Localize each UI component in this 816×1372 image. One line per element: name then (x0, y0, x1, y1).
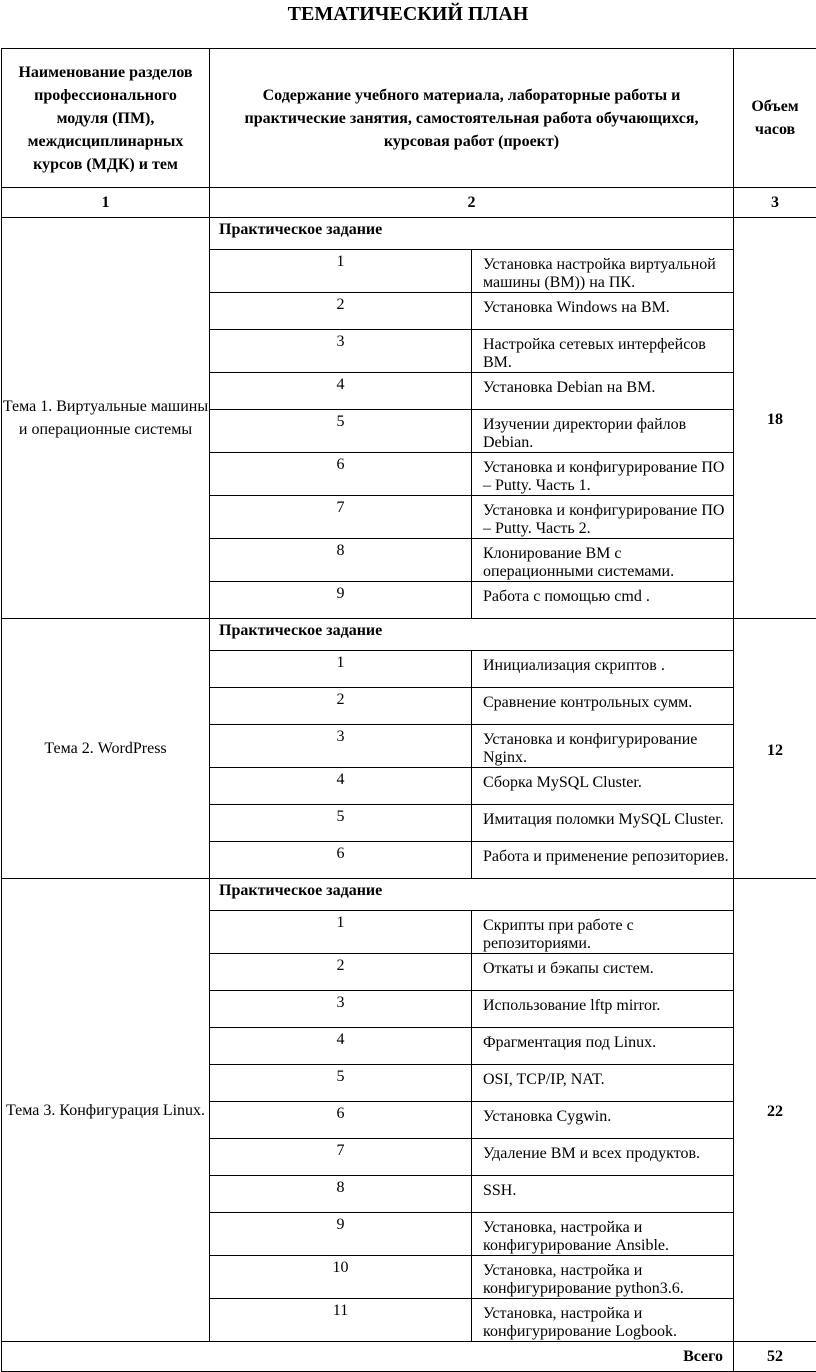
task-text: Откаты и бэкапы систем. (472, 954, 734, 991)
task-text: Изучении директории файлов Debian. (472, 410, 734, 453)
task-text: OSI, TCP/IP, NAT. (472, 1065, 734, 1102)
task-text: Фрагментация под Linux. (472, 1028, 734, 1065)
task-text: SSH. (472, 1176, 734, 1213)
column-numbers-row (2, 188, 816, 218)
task-row (210, 651, 733, 688)
topic-content (210, 879, 734, 1342)
task-row (210, 725, 733, 768)
topic-content (210, 218, 734, 619)
thematic-plan-table (1, 48, 816, 1372)
topic-content (210, 619, 734, 879)
task-row (210, 410, 733, 453)
task-number: 2 (210, 293, 472, 330)
task-number: 1 (210, 651, 472, 688)
topic-name: Тема 2. WordPress (2, 619, 210, 879)
topic-hours-value: 18 (734, 407, 816, 429)
header-content: Содержание учебного материала, лабораторные работы и практические занятия, самостоятельная работа обучающихся, курсовая работ (проект) (210, 49, 734, 188)
task-row (210, 1176, 733, 1213)
task-text: Клонирование ВМ с операционными системами. (472, 539, 734, 582)
topic-hours (734, 218, 816, 619)
task-number: 5 (210, 805, 472, 842)
task-list (210, 218, 733, 618)
task-text: Удаление ВМ и всех продуктов. (472, 1139, 734, 1176)
task-text: Установка, настройка и конфигурирование Logbook. (472, 1299, 734, 1342)
task-text: Сборка MySQL Cluster. (472, 768, 734, 805)
task-row (210, 373, 733, 410)
task-row (210, 911, 733, 954)
task-heading: Практическое задание (210, 218, 733, 250)
task-heading: Практическое задание (210, 879, 733, 911)
task-number: 6 (210, 453, 472, 496)
task-number: 4 (210, 1028, 472, 1065)
task-text: Установка и конфигурирование ПО – Putty. Часть 1. (472, 453, 734, 496)
task-list (210, 619, 733, 878)
column-number: 1 (2, 188, 210, 218)
task-text: Имитация поломки MySQL Cluster. (472, 805, 734, 842)
task-text: Настройка сетевых интерфейсов ВМ. (472, 330, 734, 373)
task-text: Работа с помощью cmd . (472, 582, 734, 619)
topic-hours (734, 619, 816, 879)
task-number: 9 (210, 1213, 472, 1256)
task-text: Установка Debian на ВМ. (472, 373, 734, 410)
task-row (210, 250, 733, 293)
task-row (210, 1256, 733, 1299)
task-list (210, 879, 733, 1341)
task-row (210, 453, 733, 496)
task-text: Сравнение контрольных сумм. (472, 688, 734, 725)
page-title: ТЕМАТИЧЕСКИЙ ПЛАН (0, 2, 816, 26)
task-number: 5 (210, 410, 472, 453)
topic-block (2, 218, 816, 619)
task-number: 1 (210, 911, 472, 954)
task-row (210, 1139, 733, 1176)
task-number: 3 (210, 725, 472, 768)
topic-block (2, 619, 816, 879)
task-row (210, 954, 733, 991)
task-row (210, 768, 733, 805)
task-number: 11 (210, 1299, 472, 1342)
task-text: Установка настройка виртуальной машины (ВМ)) на ПК. (472, 250, 734, 293)
task-row (210, 842, 733, 879)
total-label: Всего (2, 1342, 734, 1372)
header-sections: Наименование разделов профессионального модуля (ПМ), междисциплинарных курсов (МДК) и тем (2, 49, 210, 188)
task-row (210, 1102, 733, 1139)
topic-hours (734, 879, 816, 1342)
task-text: Скрипты при работе с репозиториями. (472, 911, 734, 954)
task-number: 4 (210, 768, 472, 805)
task-row (210, 539, 733, 582)
topic-hours-value: 12 (734, 738, 816, 760)
task-number: 4 (210, 373, 472, 410)
task-number: 9 (210, 582, 472, 619)
task-number: 5 (210, 1065, 472, 1102)
task-number: 8 (210, 1176, 472, 1213)
task-row (210, 1299, 733, 1342)
column-number: 3 (734, 188, 816, 218)
task-text: Установка и конфигурирование Nginx. (472, 725, 734, 768)
task-row (210, 688, 733, 725)
task-number: 2 (210, 688, 472, 725)
topic-hours-value: 22 (734, 1099, 816, 1121)
task-row (210, 496, 733, 539)
task-number: 6 (210, 842, 472, 879)
task-text: Установка Windows на ВМ. (472, 293, 734, 330)
task-number: 2 (210, 954, 472, 991)
header-row (2, 49, 816, 188)
topic-name: Тема 1. Виртуальные машины и операционные системы (2, 218, 210, 619)
topic-block (2, 879, 816, 1342)
task-row (210, 805, 733, 842)
task-text: Установка, настройка и конфигурирование Ansible. (472, 1213, 734, 1256)
topic-name: Тема 3. Конфигурация Linux. (2, 879, 210, 1342)
task-row (210, 1065, 733, 1102)
column-number: 2 (210, 188, 734, 218)
header-hours: Объем часов (734, 49, 816, 188)
task-row (210, 582, 733, 619)
task-text: Установка и конфигурирование ПО – Putty. Часть 2. (472, 496, 734, 539)
task-number: 6 (210, 1102, 472, 1139)
task-row (210, 1213, 733, 1256)
task-text: Установка Cygwin. (472, 1102, 734, 1139)
task-row (210, 293, 733, 330)
task-text: Работа и применение репозиториев. (472, 842, 734, 879)
task-row (210, 991, 733, 1028)
task-row (210, 330, 733, 373)
task-row (210, 1028, 733, 1065)
task-heading: Практическое задание (210, 619, 733, 651)
task-text: Использование lftp mirror. (472, 991, 734, 1028)
task-number: 8 (210, 539, 472, 582)
task-number: 10 (210, 1256, 472, 1299)
task-number: 1 (210, 250, 472, 293)
task-number: 7 (210, 496, 472, 539)
task-number: 3 (210, 991, 472, 1028)
total-row (2, 1342, 816, 1372)
task-text: Установка, настройка и конфигурирование python3.6. (472, 1256, 734, 1299)
task-number: 7 (210, 1139, 472, 1176)
total-value: 52 (734, 1342, 816, 1372)
task-text: Инициализация скриптов . (472, 651, 734, 688)
task-number: 3 (210, 330, 472, 373)
